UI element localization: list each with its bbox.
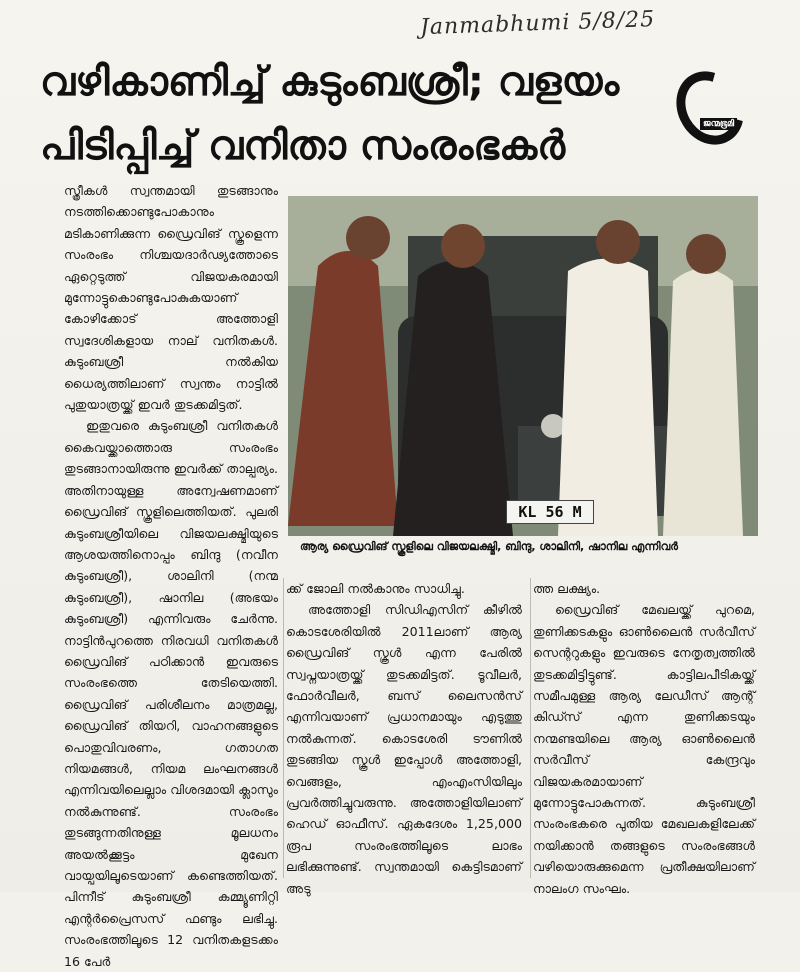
- article-column-3: [533, 578, 755, 899]
- article-column-2: [286, 578, 522, 899]
- column-divider: [530, 578, 531, 878]
- article-paragraph: സ്ത്രീകൾ സ്വന്തമായി തുടങ്ങാനും നടത്തിക്കൊണ്ടുപോകാനും മടികാണിക്കുന്ന ഡ്രൈവിങ് സ്കൂളെന്ന സംരംഭം നിശ്ചയദാർഢ്യത്തോടെ ഏറ്റെടുത്ത് വിജയകരമായി മുന്നോട്ടുകൊണ്ടുപോകുകയാണ് കോഴിക്കോട് അത്തോളി സ്വദേശികളായ നാല് വനിതകൾ. കുടുംബശ്രീ നൽകിയ ധൈര്യത്തിലാണ് സ്വന്തം നാട്ടിൽ പുതുയാത്രയ്ക്ക് ഇവർ തുടക്കമിട്ടത്.: [64, 183, 278, 413]
- article-paragraph: ഇതുവരെ കുടുംബശ്രീ വനിതകൾ കൈവയ്ക്കാത്തൊരു സംരംഭം തുടങ്ങാനായിരുന്നു ഇവർക്ക് താല്പര്യം. അതിനായുള്ള അന്വേഷണമാണ് ഡ്രൈവിങ് സ്കൂളിലെത്തിയത്. പുലരി കുടുംബശ്രീയിലെ വിജയലക്ഷ്മിയുടെ ആശയത്തിനൊപ്പം ബിന്ദു (നവീന കുടുംബശ്രീ), ശാലിനി (നന്മ കുടുംബശ്രീ), ഷാനില (അഭയം കുടുംബശ്രീ) എന്നിവരും ചേർന്നു. നാട്ടിൻപുറത്തെ നിരവധി വനിതകൾ ഡ്രൈവിങ് പഠിക്കാൻ ഇവരുടെ സംരംഭത്തെ തേടിയെത്തി. ഡ്രൈവിങ് പരിശീലനം മാത്രമല്ല, ഡ്രൈവിങ് തിയറി, വാഹനങ്ങളുടെ പൊതുവിവരണം, ഗതാഗത നിയമങ്ങൾ, നിയമ ലംഘനങ്ങൾ എന്നിവയിലെല്ലാം വിശദമായി ക്ലാസും നൽകുന്നുണ്ട്. സംരംഭം തുടങ്ങുന്നതിനുള്ള മൂലധനം അയൽക്കൂട്ടം മുഖേന വായ്പയിലൂടെയാണ് കണ്ടെത്തിയത്. പിന്നീട് കുടുംബശ്രീ കമ്മ്യൂണിറ്റി എന്റർപ്രൈസസ് ഫണ്ടും ലഭിച്ചു. സംരംഭത്തിലൂടെ 12 വനിതകളടക്കം 16 പേർ: [64, 418, 278, 969]
- article-paragraph: ക്ക് ജോലി നൽകാനും സാധിച്ചു.: [286, 581, 465, 596]
- number-plate: KL 56 M: [506, 500, 594, 524]
- photo-caption: ആര്യ ഡ്രൈവിങ് സ്കൂളിലെ വിജയലക്ഷ്മി, ബിന്ദു, ശാലിനി, ഷാനില എന്നിവർ: [300, 540, 678, 553]
- article-photo: [288, 196, 758, 536]
- headline-line-2: പിടിപ്പിച്ച് വനിതാ സംരംഭകർ: [40, 123, 566, 169]
- publication-mark: ജന്മഭൂമി: [700, 118, 737, 130]
- publication-logo: [670, 70, 762, 140]
- column-divider: [283, 578, 284, 878]
- article-paragraph: ഡ്രൈവിങ് മേഖലയ്ക്ക് പുറമെ, തുണിക്കടകളും ഓൺലൈൻ സർവീസ് സെന്ററുകളും ഇവരുടെ നേതൃത്വത്തിൽ തുടക്കമിട്ടിട്ടുണ്ട്. കാട്ടിലപീടികയ്ക്ക് സമീപമുള്ള ആര്യ ലേഡീസ് ആന്റ് കിഡ്സ് എന്ന തുണിക്കടയും നന്മണ്ടയിലെ ആര്യ ഓൺലൈൻ സർവീസ് കേന്ദ്രവും വിജയകരമായാണ് മുന്നോട്ടുപോകുന്നത്. കുടുംബശ്രീ സംരംഭകരെ പുതിയ മേഖലകളിലേക്ക് നയിക്കാൻ തങ്ങളുടെ സംരംഭങ്ങൾ വഴിയൊരുക്കുമെന്ന പ്രതീക്ഷയിലാണ് നാലംഗ സംഘം.: [533, 602, 755, 896]
- photo-illustration: [288, 196, 758, 536]
- headline-line-1: വഴികാണിച്ച് കുടുംബശ്രീ; വളയം: [40, 59, 620, 105]
- article-paragraph: ത്ത ലക്ഷ്യം.: [533, 581, 601, 596]
- handwritten-date-note: Janmabhumi 5/8/25: [419, 7, 656, 41]
- article-column-1: [64, 180, 278, 972]
- headline: [40, 50, 660, 178]
- article-paragraph: അത്തോളി സിഡിഎസിന് കീഴിൽ കൊടശേരിയിൽ 2011ലാണ് ആര്യ ഡ്രൈവിങ് സ്കൂൾ എന്ന പേരിൽ സ്വപ്നയാത്രയ്ക്ക് തുടക്കമിട്ടത്. ടൂവീലർ, ഫോർവീലർ, ബസ് ലൈസൻസ് എന്നിവയാണ് പ്രധാനമായും എടുത്തു നൽകുന്നത്. കൊടശേരി ടൗണിൽ തുടങ്ങിയ സ്കൂൾ ഇപ്പോൾ അത്തോളി, വെങ്ങളം, എംഎംസിയിലും പ്രവർത്തിച്ചുവരുന്നു. അത്തോളിയിലാണ് ഹെഡ് ഓഫീസ്. ഏകദേശം 1,25,000 രൂപ സംരംഭത്തിലൂടെ ലാഭം ലഭിക്കുന്നുണ്ട്. സ്വന്തമായി കെട്ടിടമാണ് അടു: [286, 602, 522, 896]
